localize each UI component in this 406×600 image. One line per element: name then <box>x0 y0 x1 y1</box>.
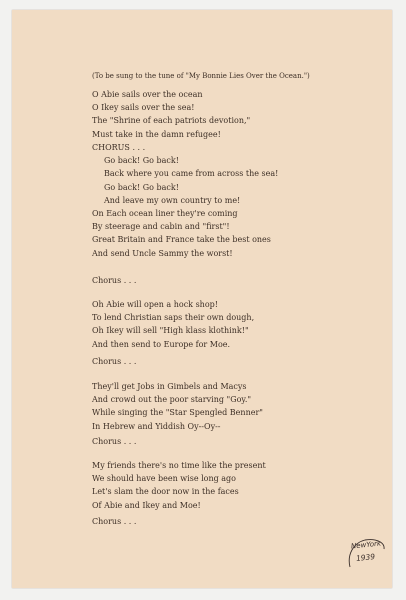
chorus-line: And leave my own country to me! <box>104 195 241 205</box>
chorus-reference-text: Chorus . . . <box>92 276 137 285</box>
chorus-reference-text: Chorus . . . <box>92 437 137 446</box>
annotation-year: 1939 <box>355 552 376 563</box>
chorus-reference <box>92 515 136 528</box>
chorus <box>92 141 278 207</box>
stanza-line: And crowd out the poor starving "Goy." <box>92 395 252 405</box>
stanza-line: Oh Abie will open a hock shop! <box>92 300 218 309</box>
stanza-line: Of Abie and Ikey and Moe! <box>92 500 201 510</box>
chorus-reference <box>92 274 136 287</box>
stanza-line: Must take in the damn refugee! <box>92 129 221 139</box>
stanza-line: Let's slam the door now in the faces <box>92 487 239 497</box>
stanza-2 <box>92 207 271 260</box>
stanza-line: They'll get Jobs in Gimbels and Macys <box>92 382 247 391</box>
chorus-reference-text: Chorus . . . <box>92 357 137 366</box>
stanza-4 <box>92 380 263 433</box>
stanza-3 <box>92 298 254 351</box>
chorus-reference-text: Chorus . . . <box>92 517 137 526</box>
chorus-heading: CHORUS . . . <box>92 143 146 152</box>
chorus-line: Go back! Go back! <box>104 182 179 192</box>
chorus-line: Go back! Go back! <box>104 156 179 166</box>
annotation-place: NewYork <box>350 539 382 551</box>
chorus-reference <box>92 355 136 368</box>
stanza-line: O Abie sails over the ocean <box>92 90 203 99</box>
stanza-line: To lend Christian saps their own dough, <box>92 313 255 323</box>
stanza-line: By steerage and cabin and "first"! <box>92 222 230 232</box>
stanza-line: On Each ocean liner they're coming <box>92 209 238 218</box>
stanza-line: And then send to Europe for Moe. <box>92 339 231 349</box>
stanza-5 <box>92 459 266 512</box>
stanza-1 <box>92 88 250 141</box>
song-tune-note: (To be sung to the tune of "My Bonnie Lies Over the Ocean.") <box>92 72 310 80</box>
stanza-line: Great Britain and France take the best ones <box>92 235 271 245</box>
chorus-reference <box>92 435 136 448</box>
stanza-line: My friends there's no time like the present <box>92 461 266 470</box>
stanza-line: In Hebrew and Yiddish Oy--Oy-- <box>92 421 221 431</box>
handwritten-annotation <box>347 537 387 575</box>
stanza-line: While singing the "Star Spengled Benner" <box>92 408 263 418</box>
stanza-line: We should have been wise long ago <box>92 474 236 484</box>
chorus-line: Back where you came from across the sea! <box>104 169 279 179</box>
stanza-line: Oh Ikey will sell "High klass klothink!" <box>92 326 249 336</box>
stanza-line: The "Shrine of each patriots devotion," <box>92 116 251 126</box>
stanza-line: And send Uncle Sammy the worst! <box>92 248 233 258</box>
paper-sheet <box>12 10 392 588</box>
stanza-line: O Ikey sails over the sea! <box>92 103 195 113</box>
